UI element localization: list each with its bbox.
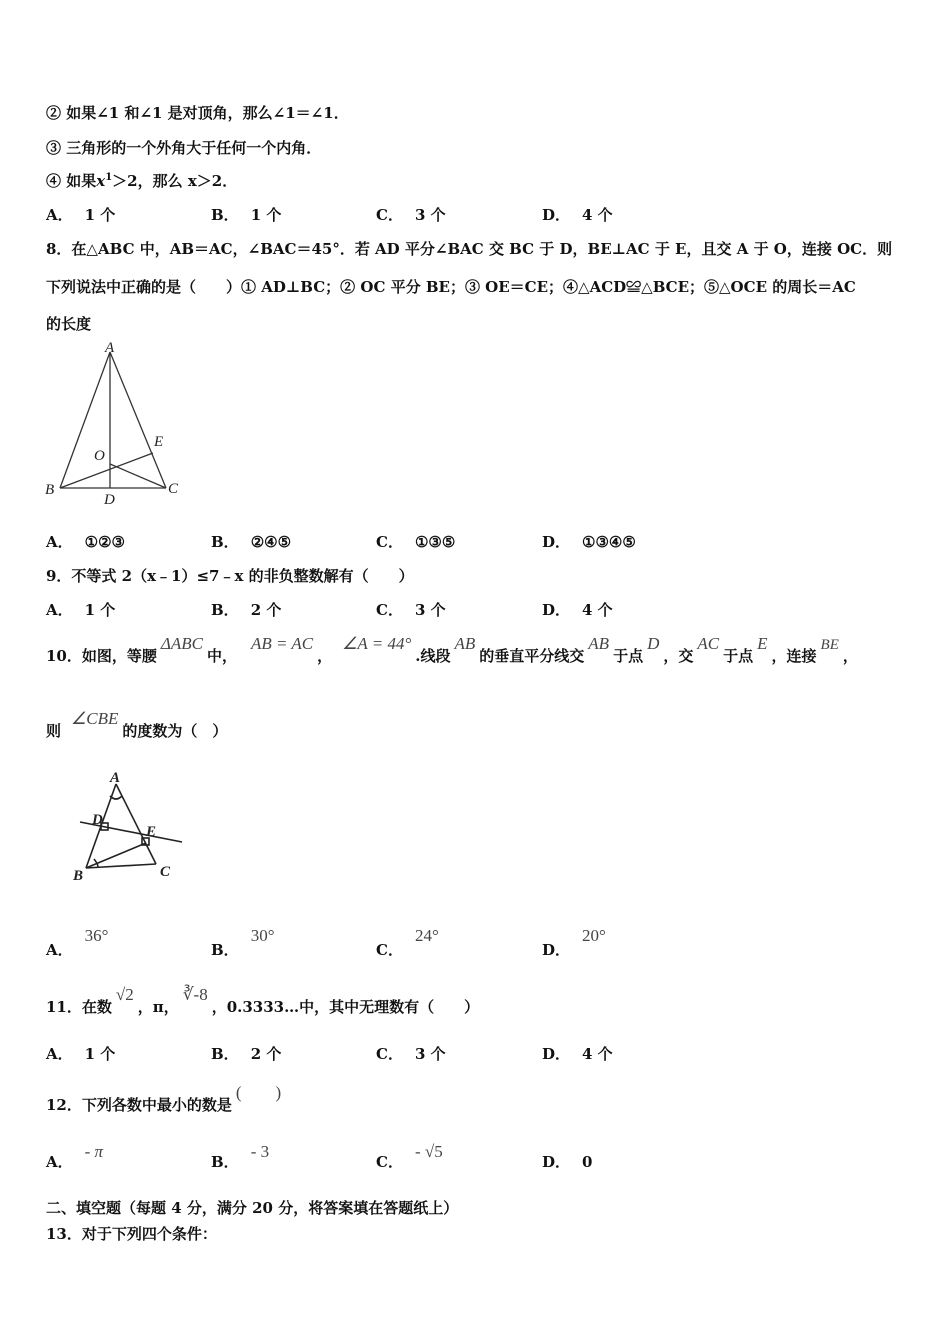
option-c[interactable]: C．- √5 xyxy=(376,1142,443,1171)
q10-math-e: E xyxy=(757,634,768,653)
option-b[interactable]: B．30° xyxy=(211,926,275,959)
option-d[interactable]: D． ①③④⑤ xyxy=(542,533,636,551)
q10-math-cbe: ∠CBE xyxy=(71,709,119,728)
q11-math-sqrt2: √2 xyxy=(115,985,134,1004)
option-c[interactable]: C． 3 个 xyxy=(376,601,446,619)
section-2-title: 二、填空题（每题 4 分，满分 20 分，将答案填在答题纸上） xyxy=(46,1199,459,1217)
q12-stem: 12．下列各数中最小的数是 xyxy=(46,1096,232,1114)
q10-text-4: .线段 xyxy=(415,647,451,665)
statement-4 xyxy=(46,170,237,191)
q8-label-c: C xyxy=(168,481,179,497)
q8-label-a: A xyxy=(105,340,115,356)
q10-line1 xyxy=(46,634,858,666)
q10-label-d: D xyxy=(92,812,103,828)
q10-text-3: ， xyxy=(317,647,333,665)
q10-line2 xyxy=(46,709,228,741)
statement-4-pre: ④ 如果 xyxy=(46,172,97,190)
q10-math-angle-a: ∠A = 44° xyxy=(342,634,412,653)
q10-label-b: B xyxy=(73,868,84,884)
option-d[interactable]: D． 4 个 xyxy=(542,601,613,619)
q10-math-ab: AB xyxy=(454,634,476,653)
option-a[interactable]: A． 1 个 xyxy=(46,1045,116,1063)
option-c[interactable]: C． 3 个 xyxy=(376,206,446,224)
statement-4-x: x xyxy=(96,172,106,190)
q8-label-b: B xyxy=(45,482,55,498)
option-c[interactable]: C． 3 个 xyxy=(376,1045,446,1063)
q10-text-7: ，交 xyxy=(663,647,694,665)
option-b[interactable]: B． 1 个 xyxy=(211,206,282,224)
q10-then: 则 xyxy=(46,722,62,740)
option-b[interactable]: B．- 3 xyxy=(211,1142,270,1171)
q10-text-5: 的垂直平分线交 xyxy=(479,647,585,665)
q10-text-6: 于点 xyxy=(613,647,644,665)
q10-text-9: ，连接 xyxy=(771,647,817,665)
statement-2: ② 如果∠1 和∠1 是对顶角，那么∠1＝∠1． xyxy=(46,104,349,122)
option-c[interactable]: C．24° xyxy=(376,926,439,959)
option-b[interactable]: B． 2 个 xyxy=(211,1045,282,1063)
q12-text xyxy=(46,1083,285,1115)
q10-math-ab-2: AB xyxy=(588,634,610,653)
option-d[interactable]: D．20° xyxy=(542,926,606,959)
option-b[interactable]: B． ②④⑤ xyxy=(211,533,292,551)
q12-paren: ( ) xyxy=(235,1083,282,1102)
q8-line3: 的长度 xyxy=(46,315,92,333)
q10-label-c: C xyxy=(160,864,171,880)
q11-text xyxy=(46,985,480,1017)
statement-4-sup: 1 xyxy=(105,172,113,183)
q11-math-cbrt: ∛-8 xyxy=(182,985,208,1004)
q10-math-be: BE xyxy=(820,637,839,653)
q13-text: 13．对于下列四个条件： xyxy=(46,1225,217,1243)
q10-math-ab-ac: AB = AC xyxy=(250,634,314,653)
statement-4-post: ＞2，那么 x＞2． xyxy=(112,172,238,190)
q10-text-2: 中， xyxy=(206,647,237,665)
q8-line2: 下列说法中正确的是（ ）① AD⊥BC；② OC 平分 BE；③ OE＝CE；④△ACD≌△BCE；⑤△OCE 的周长＝AC xyxy=(46,278,856,296)
q10-text-8: 于点 xyxy=(723,647,754,665)
q8-line1: 8．在△ABC 中，AB＝AC，∠BAC＝45°．若 AD 平分∠BAC 交 BC 于 D，BE⊥AC 于 E，且交 A 于 O，连接 OC．则 xyxy=(46,240,893,258)
q9-text: 9．不等式 2（x﹣1）≤7﹣x 的非负整数解有（ ） xyxy=(46,567,414,585)
q10-question: 的度数为（ ） xyxy=(122,722,228,740)
q10-math-triangle: ΔABC xyxy=(160,634,203,653)
option-a[interactable]: A．36° xyxy=(46,926,109,959)
option-a[interactable]: A． 1 个 xyxy=(46,206,116,224)
q8-label-o: O xyxy=(94,448,105,464)
statement-3: ③ 三角形的一个外角大于任何一个内角． xyxy=(46,139,322,157)
option-b[interactable]: B． 2 个 xyxy=(211,601,282,619)
option-a[interactable]: A． 1 个 xyxy=(46,601,116,619)
q11-text-2: ，π， xyxy=(137,998,179,1016)
option-d[interactable]: D． 0 xyxy=(542,1153,593,1171)
q10-text-1: 10．如图，等腰 xyxy=(46,647,157,665)
option-d[interactable]: D． 4 个 xyxy=(542,206,613,224)
q10-math-d: D xyxy=(647,634,660,653)
option-a[interactable]: A． ①②③ xyxy=(46,533,125,551)
q10-math-ac: AC xyxy=(697,634,720,653)
q10-text-10: ， xyxy=(842,647,858,665)
q11-text-1: 11．在数 xyxy=(46,998,112,1016)
q8-label-d: D xyxy=(104,492,115,508)
q10-triangle-figure xyxy=(70,768,190,888)
q10-label-a: A xyxy=(110,770,121,786)
option-d[interactable]: D． 4 个 xyxy=(542,1045,613,1063)
option-c[interactable]: C． ①③⑤ xyxy=(376,533,456,551)
option-a[interactable]: A．- π xyxy=(46,1142,104,1171)
q11-text-3: ，0.3333…中，其中无理数有（ ） xyxy=(211,998,480,1016)
q10-label-e: E xyxy=(146,824,157,840)
q8-triangle-figure xyxy=(40,338,200,510)
q8-label-e: E xyxy=(154,434,164,450)
